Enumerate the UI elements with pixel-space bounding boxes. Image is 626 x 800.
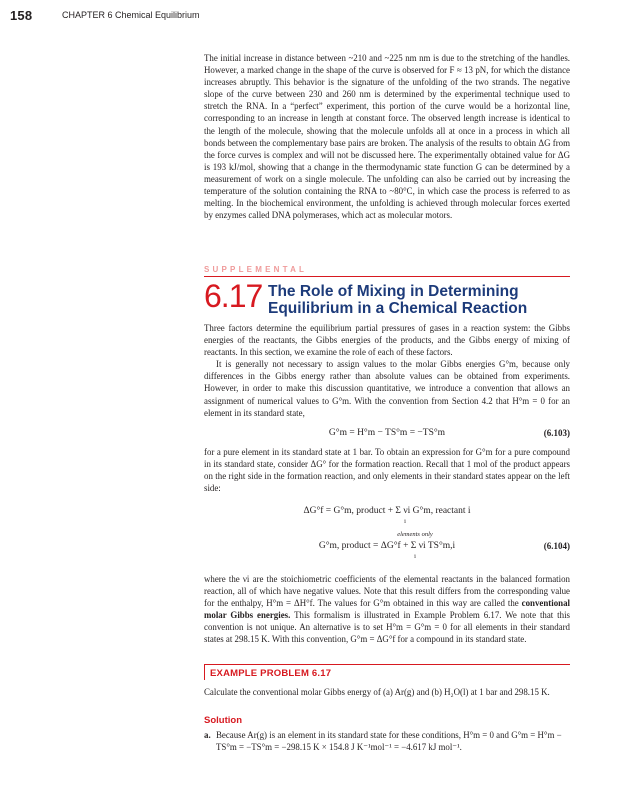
section-title: The Role of Mixing in Determining Equilibrium in a Chemical Reaction <box>268 283 528 317</box>
equation-formation-index <box>204 518 570 528</box>
paragraph: The initial increase in distance between ~210 and ~225 nm nm is due to the stretching of the handles. However, a marked change in the shape of the curve is observed for F ≈ 13 pN, for which the distance increases abruptly. This behavior is the signature of the unfolding of the two strands. The negative slope of the curve between 230 and 260 nm is determined by the experimental technique used to stretch the RNA. In a “perfect” experiment, this portion of the curve would be a horizontal line, corresponding to an increase in length at constant force. The observed length increase is identical to the length of the molecule, showing that the molecule unfolds all at once in a process in which all bonds between the complementary base pairs are broken. The analysis of the results to obtain ΔG from the force curves is complex and will not be discussed here. The experimentally obtained value for ΔG is 193 kJ/mol, showing that a change in the thermodynamic state function G can be determined by a measurement of work on a single molecule. The unfolding can also be carried out by increasing the temperature of the solution containing the RNA to ~80°C, in which case the process is referred to as melting. In the biochemical environment, the unfolding is achieved through molecular forces exerted by enzymes called DNA polymerases, which act as molecular motors. <box>204 53 570 221</box>
paragraph-2: It is generally not necessary to assign values to the molar Gibbs energies G°m, because only differences in the Gibbs energy rather than absolute values can be obtained from experiments. However, in order to make this discussion quantitative, we introduce a convention that allows an assignment of numerical values to G°m. With the convention from Section 4.2 that H°m = 0 for an element in its standard state, <box>204 359 570 418</box>
equation-text: ΔG°f = G°m, product + Σ νi G°m, reactant i <box>303 506 471 516</box>
intro-paragraph <box>204 52 570 221</box>
equation-6-104-over <box>204 531 570 541</box>
paragraph-4-term: conventional molar Gibbs energies. <box>204 598 570 621</box>
equation-number: (6.103) <box>543 428 570 438</box>
equation-number: (6.104) <box>543 541 570 551</box>
solution-item-a <box>204 729 570 753</box>
paragraph-4-a: where the νi are the stoichiometric coefficients of the elemental reactants in the balanced formation reaction, all of which have negative values. Note that this result differs from the corresponding value for the enthalpy, H°m = ΔH°f. The values for G°m obtained in this way are called the <box>204 574 570 609</box>
paragraph-4-b: This formalism is illustrated in Example Problem 6.17. We note that this convention is not unique. An alternative is to set H°m = G°m = 0 for all elements in their standard states at 298.15 K. With this convention, G°m = ΔG°f for a compound in its standard state. <box>204 610 571 645</box>
equation-text: G°m, product = ΔG°f + Σ νi TS°m,i <box>318 541 456 551</box>
solution-label: Solution <box>204 715 242 726</box>
paragraph-4-block <box>204 573 570 646</box>
section-body <box>204 322 570 419</box>
item-label: a. <box>204 730 211 740</box>
equation-6-104-index <box>204 553 570 563</box>
paragraph-3-block <box>204 446 570 494</box>
example-question-block <box>204 686 570 698</box>
sum-over-label: elements only <box>397 531 433 538</box>
equation-6-103 <box>204 428 570 442</box>
example-box-bar <box>204 664 205 680</box>
sum-index: i <box>414 553 416 560</box>
section-number: 6.17 <box>204 278 263 314</box>
running-header <box>10 8 616 38</box>
paragraph-4 <box>204 573 570 646</box>
supplemental-label: SUPPLEMENTAL <box>204 265 308 274</box>
example-title: EXAMPLE PROBLEM 6.17 <box>210 668 332 679</box>
paragraph-3: for a pure element in its standard state at 1 bar. To obtain an expression for G°m for a pure compound in its standard state, consider ΔG° for the formation reaction. Recall that 1 mol of the product appears on the right side in the formation reaction, and only elements in their standard states appear on the left side: <box>204 447 570 494</box>
sum-index: i <box>404 518 406 525</box>
paragraph-1: Three factors determine the equilibrium partial pressures of gases in a reaction system: the Gibbs energies of the reactants, the Gibbs energies of the products, and the Gibbs energy of mixing of reactants. In this section, we examine the role of each of these factors. <box>204 323 570 358</box>
chapter-title: CHAPTER 6 Chemical Equilibrium <box>62 10 200 20</box>
section-rule <box>204 276 570 277</box>
page-number: 158 <box>10 8 33 23</box>
equation-text: G°m = H°m − TS°m = −TS°m <box>328 428 446 438</box>
item-text: Because Ar(g) is an element in its standard state for these conditions, H°m = 0 and G°m = H°m − TS°m = −TS°m = −298.15 K × 154.8 J K⁻¹mol⁻¹ = −4.617 kJ mol⁻¹. <box>216 730 562 753</box>
example-question: Calculate the conventional molar Gibbs energy of (a) Ar(g) and (b) H₂O(l) at 1 bar and 298.15 K. <box>204 687 550 697</box>
